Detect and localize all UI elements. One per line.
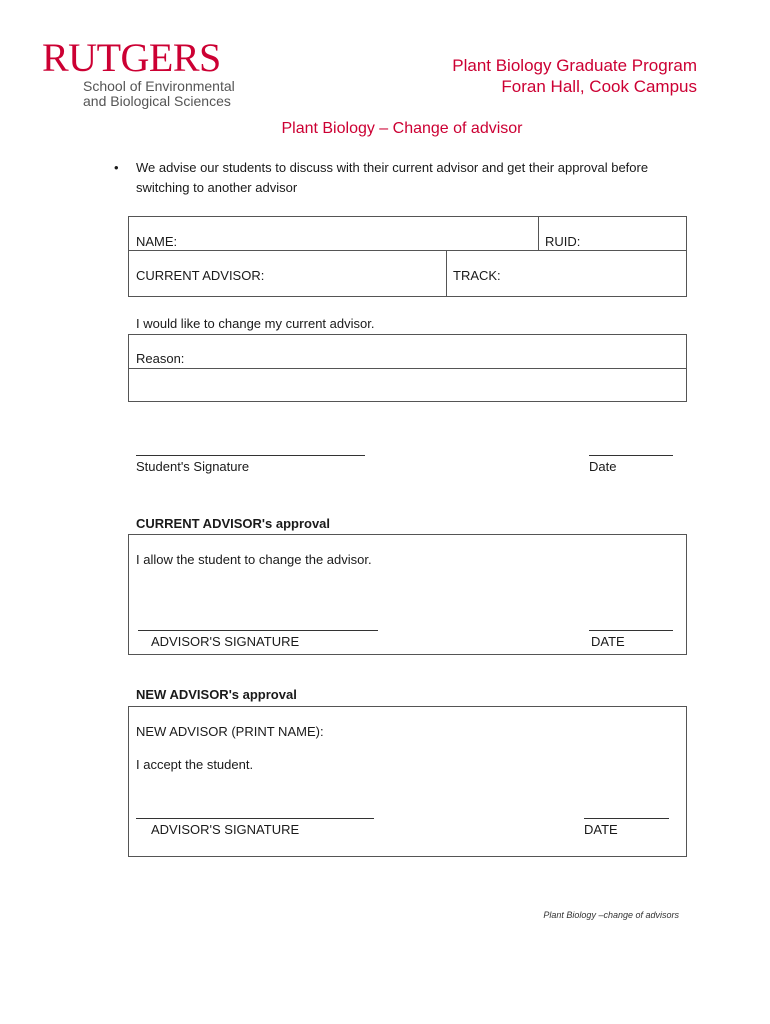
- advice-text-line2: switching to another advisor: [136, 180, 298, 195]
- current-advisor-allow-statement: I allow the student to change the advisor.: [136, 552, 372, 567]
- current-advisor-signature-label: ADVISOR'S SIGNATURE: [151, 634, 300, 649]
- student-date-label: Date: [589, 459, 617, 474]
- new-advisor-accept-statement: I accept the student.: [136, 757, 254, 772]
- student-date-line[interactable]: [589, 455, 673, 456]
- program-name: Plant Biology Graduate Program: [452, 56, 697, 75]
- new-advisor-signature-label: ADVISOR'S SIGNATURE: [151, 822, 300, 837]
- current-advisor-date-line[interactable]: [589, 630, 673, 631]
- bullet-icon: •: [114, 160, 119, 175]
- advice-text-line1: We advise our students to discuss with their current advisor and get their approval before: [136, 160, 649, 175]
- change-request-statement: I would like to change my current advisor.: [136, 316, 375, 331]
- page-footer: Plant Biology –change of advisors: [543, 910, 679, 920]
- form-title: Plant Biology – Change of advisor: [281, 120, 523, 137]
- new-advisor-date-label: DATE: [584, 822, 618, 837]
- current-advisor-approval-heading: CURRENT ADVISOR's approval: [136, 516, 331, 531]
- new-advisor-print-name-label[interactable]: NEW ADVISOR (PRINT NAME):: [136, 724, 324, 739]
- new-advisor-approval-heading: NEW ADVISOR's approval: [136, 687, 297, 702]
- student-signature-line[interactable]: [136, 455, 365, 456]
- current-advisor-date-label: DATE: [591, 634, 625, 649]
- new-advisor-date-line[interactable]: [584, 818, 669, 819]
- rutgers-logo-wordmark: RUTGERS: [42, 35, 221, 80]
- ruid-field-label[interactable]: RUID:: [545, 234, 581, 249]
- current-advisor-signature-line[interactable]: [138, 630, 378, 631]
- logo-subtitle-line1: School of Environmental: [83, 78, 235, 94]
- current-advisor-field-label[interactable]: CURRENT ADVISOR:: [136, 268, 265, 283]
- logo-subtitle-line2: and Biological Sciences: [83, 93, 231, 109]
- student-info-table: [128, 216, 687, 297]
- reason-label: Reason:: [136, 351, 185, 366]
- student-signature-label: Student's Signature: [136, 459, 250, 474]
- track-field-label[interactable]: TRACK:: [453, 268, 501, 283]
- name-field-label[interactable]: NAME:: [136, 234, 178, 249]
- new-advisor-signature-line[interactable]: [136, 818, 374, 819]
- program-location: Foran Hall, Cook Campus: [501, 77, 697, 96]
